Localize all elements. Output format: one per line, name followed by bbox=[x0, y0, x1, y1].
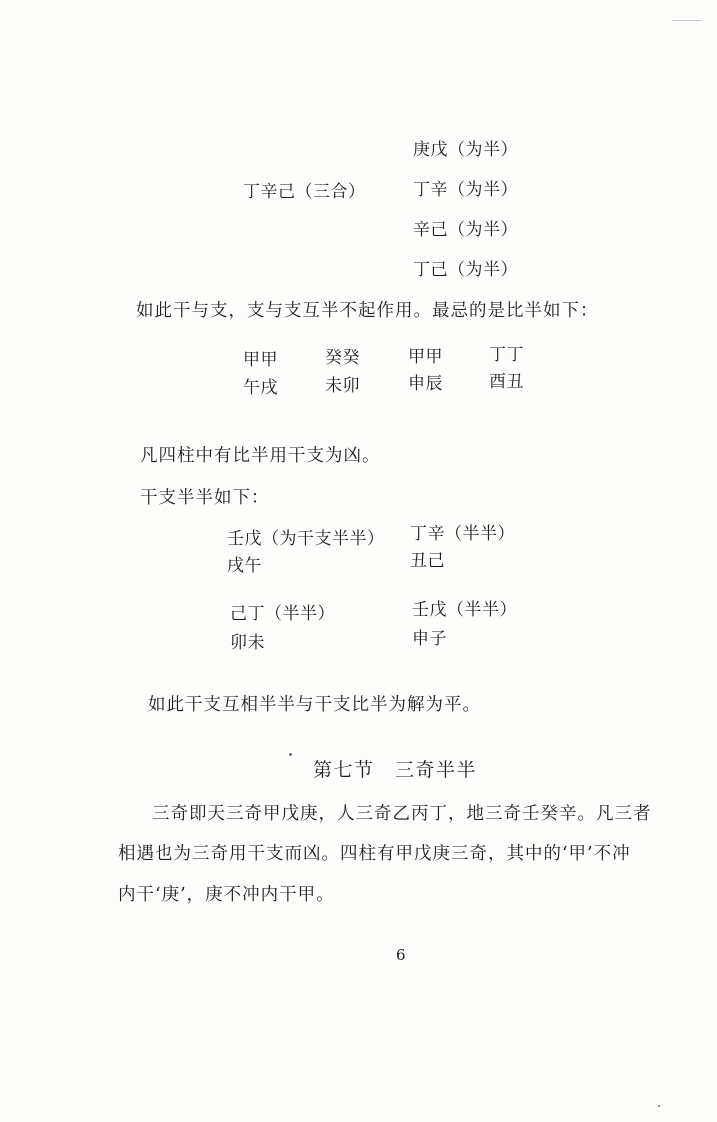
sanhe-right-item: 丁辛（为半） bbox=[413, 180, 518, 200]
paragraph-ganzhi-banban-intro: 干支半半如下： bbox=[140, 488, 270, 508]
ganzhi-pair-top: 壬戊（半半） bbox=[412, 600, 517, 620]
sanqi-paragraph-line: 内干‘庚’，庚不冲内干甲。 bbox=[118, 885, 335, 905]
sanhe-right-item: 丁己（为半） bbox=[413, 260, 518, 280]
bi-ban-top-cell: 甲甲 bbox=[408, 347, 443, 367]
ganzhi-pair-bottom: 卯未 bbox=[230, 633, 265, 653]
bi-ban-top-cell: 甲甲 bbox=[243, 350, 278, 370]
paragraph-bi-ban-xiong: 凡四柱中有比半用干支为凶。 bbox=[140, 446, 381, 466]
bi-ban-bottom-cell: 酉丑 bbox=[489, 372, 524, 392]
ganzhi-pair-bottom: 丑己 bbox=[410, 551, 445, 571]
bi-ban-top-cell: 癸癸 bbox=[325, 348, 360, 368]
bi-ban-top-cell: 丁丁 bbox=[489, 345, 524, 365]
ganzhi-pair-top: 己丁（半半） bbox=[230, 604, 335, 624]
scan-mark bbox=[672, 20, 702, 21]
sanhe-left-label: 丁辛己（三合） bbox=[243, 182, 366, 202]
bi-ban-bottom-cell: 申辰 bbox=[408, 374, 443, 394]
ganzhi-pair-bottom: 戌午 bbox=[227, 556, 262, 576]
sanhe-right-item: 庚戊（为半） bbox=[413, 140, 518, 160]
sanqi-paragraph-line: 相遇也为三奇用干支而凶。四柱有甲戊庚三奇，其中的‘甲’不冲 bbox=[118, 844, 631, 864]
section-heading: 第七节 三奇半半 bbox=[313, 759, 478, 781]
ganzhi-pair-top: 丁辛（半半） bbox=[410, 524, 515, 544]
page-number: 6 bbox=[396, 946, 407, 964]
paragraph-bi-ban-intro: 如此干与支，支与支互半不起作用。最忌的是比半如下： bbox=[136, 301, 599, 321]
bi-ban-bottom-cell: 未卯 bbox=[325, 376, 360, 396]
paragraph-banban-jie: 如此干支互相半半与干支比半为解为平。 bbox=[148, 695, 481, 715]
scan-speck bbox=[658, 1105, 660, 1107]
bi-ban-bottom-cell: 午戌 bbox=[243, 378, 278, 398]
sanqi-paragraph-line: 三奇即天三奇甲戊庚，人三奇乙丙丁，地三奇壬癸辛。凡三者 bbox=[152, 804, 652, 824]
sanhe-right-item: 辛己（为半） bbox=[413, 220, 518, 240]
ganzhi-pair-bottom: 申子 bbox=[412, 629, 447, 649]
ganzhi-pair-top: 壬戊（为干支半半） bbox=[227, 529, 385, 549]
scan-speck bbox=[289, 753, 292, 756]
